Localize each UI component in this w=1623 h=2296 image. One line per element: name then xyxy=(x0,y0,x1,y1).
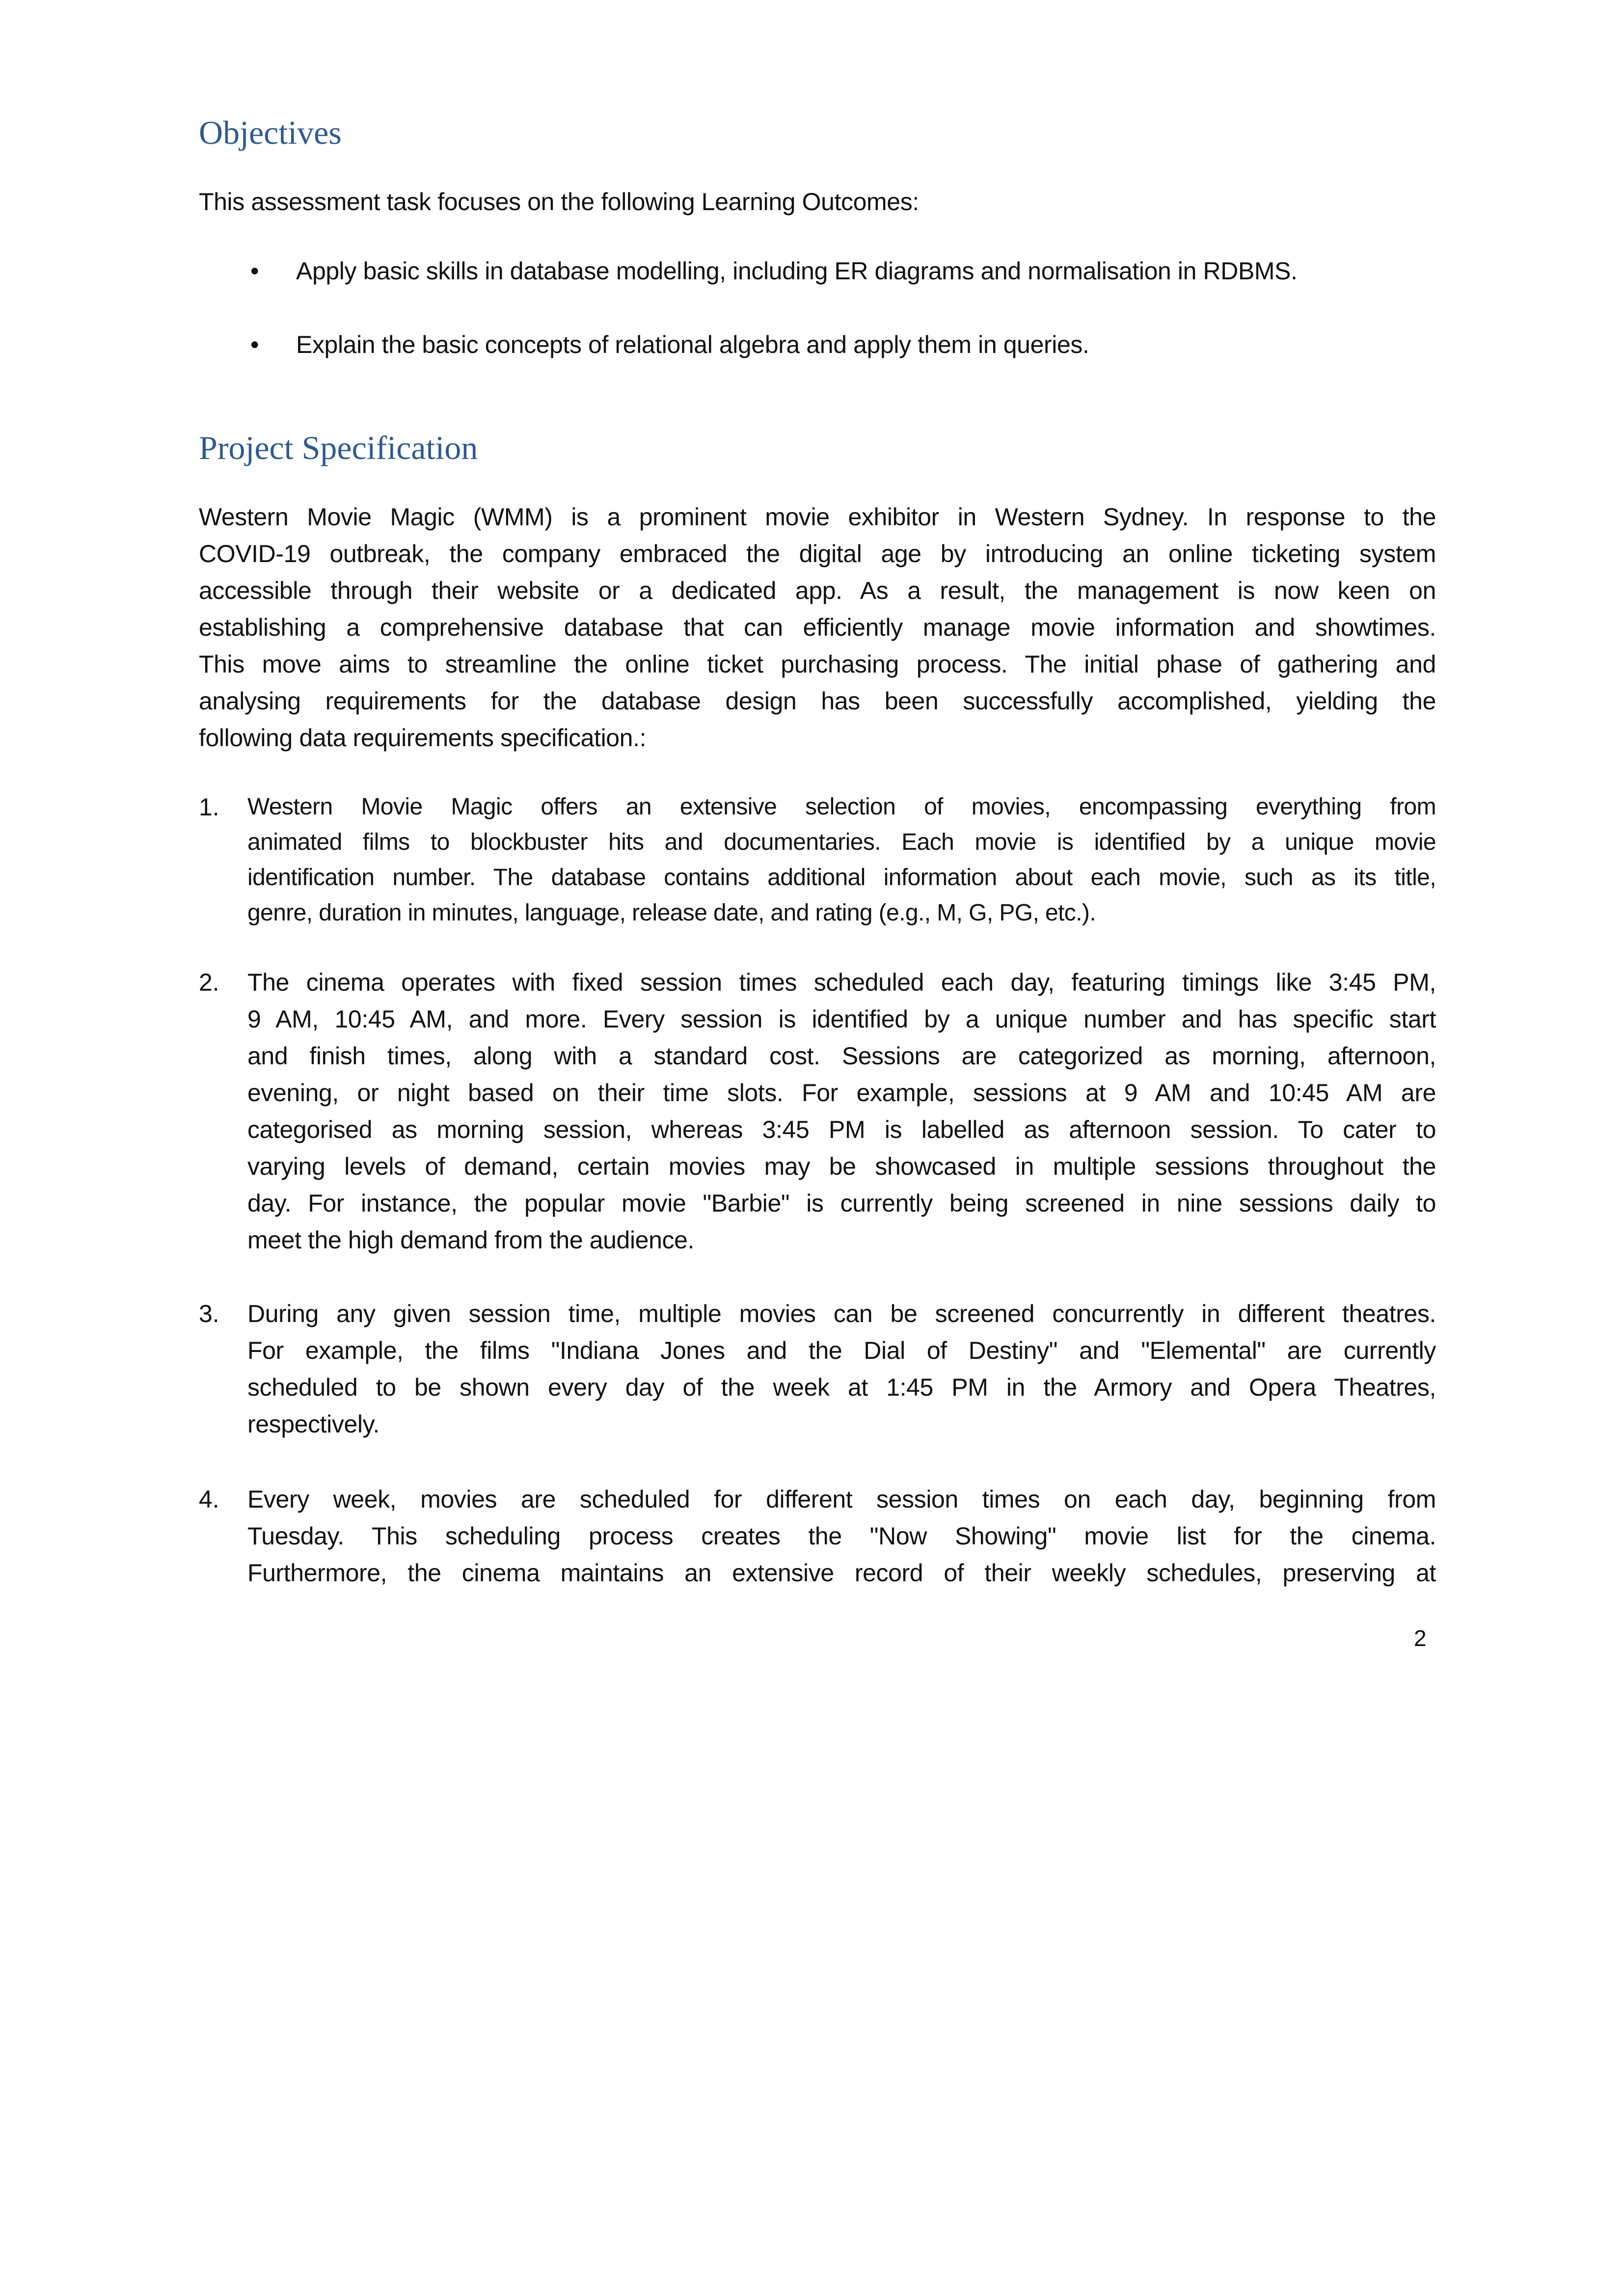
text-line: 9 AM, 10:45 AM, and more. Every session is identified by a unique number and has specific start xyxy=(247,1005,1436,1033)
text-line: animated films to blockbuster hits and documentaries. Each movie is identified by a unique movie xyxy=(247,829,1436,855)
project-specification-heading: Project Specification xyxy=(199,429,478,466)
objectives-heading: Objectives xyxy=(199,114,342,151)
item-number: 1. xyxy=(199,793,219,821)
bullet-icon: • xyxy=(250,257,259,285)
text-line: During any given session time, multiple movies can be screened concurrently in different theatres. xyxy=(247,1300,1436,1327)
text-line: Every week, movies are scheduled for different session times on each day, beginning from xyxy=(247,1486,1436,1513)
text-line: identification number. The database contains additional information about each movie, such as its title, xyxy=(247,864,1436,891)
text-line: varying levels of demand, certain movies may be showcased in multiple sessions throughout the xyxy=(247,1153,1436,1180)
text-line: Furthermore, the cinema maintains an extensive record of their weekly schedules, preserving at xyxy=(247,1559,1436,1587)
objectives-intro: This assessment task focuses on the following Learning Outcomes: xyxy=(199,188,919,216)
spec-paragraph xyxy=(199,499,1436,756)
text-line: analysing requirements for the database design has been successfully accomplished, yielding the xyxy=(199,687,1436,715)
text-line: Western Movie Magic offers an extensive selection of movies, encompassing everything from xyxy=(247,794,1436,820)
requirement-item-2 xyxy=(247,964,1436,1259)
text-line: meet the high demand from the audience. xyxy=(247,1226,694,1254)
text-line: Western Movie Magic (WMM) is a prominent movie exhibitor in Western Sydney. In response to the xyxy=(199,503,1436,531)
text-line: and finish times, along with a standard cost. Sessions are categorized as morning, afternoon, xyxy=(247,1042,1436,1070)
requirement-item-1 xyxy=(247,789,1436,931)
text-line: This move aims to streamline the online ticket purchasing process. The initial phase of gathering and xyxy=(199,650,1436,678)
learning-outcome-1: Apply basic skills in database modelling, including ER diagrams and normalisation in RDBMS. xyxy=(296,257,1298,285)
item-number: 3. xyxy=(199,1300,219,1327)
bullet-icon: • xyxy=(250,331,259,358)
text-line: evening, or night based on their time slots. For example, sessions at 9 AM and 10:45 AM are xyxy=(247,1079,1436,1107)
learning-outcome-2: Explain the basic concepts of relational algebra and apply them in queries. xyxy=(296,331,1089,358)
text-line: establishing a comprehensive database that can efficiently manage movie information and showtimes. xyxy=(199,614,1436,641)
item-number: 4. xyxy=(199,1486,219,1513)
requirement-item-3 xyxy=(247,1296,1436,1443)
text-line: genre, duration in minutes, language, release date, and rating (e.g., M, G, PG, etc.). xyxy=(247,900,1096,926)
text-line: categorised as morning session, whereas 3:45 PM is labelled as afternoon session. To cater to xyxy=(247,1116,1436,1143)
requirement-item-4 xyxy=(247,1481,1436,1592)
text-line: The cinema operates with fixed session times scheduled each day, featuring timings like 3:45 PM, xyxy=(247,969,1436,996)
text-line: For example, the films "Indiana Jones and the Dial of Destiny" and "Elemental" are currently xyxy=(247,1337,1436,1364)
item-number: 2. xyxy=(199,969,219,996)
text-line: respectively. xyxy=(247,1410,379,1438)
text-line: Tuesday. This scheduling process creates the "Now Showing" movie list for the cinema. xyxy=(247,1522,1436,1550)
text-line: scheduled to be shown every day of the week at 1:45 PM in the Armory and Opera Theatres, xyxy=(247,1374,1436,1401)
text-line: following data requirements specification.: xyxy=(199,724,647,752)
text-line: day. For instance, the popular movie "Barbie" is currently being screened in nine sessions daily to xyxy=(247,1189,1436,1217)
text-line: COVID-19 outbreak, the company embraced the digital age by introducing an online ticketing system xyxy=(199,540,1436,567)
text-line: accessible through their website or a dedicated app. As a result, the management is now keen on xyxy=(199,577,1436,604)
page-number: 2 xyxy=(1414,1625,1427,1651)
